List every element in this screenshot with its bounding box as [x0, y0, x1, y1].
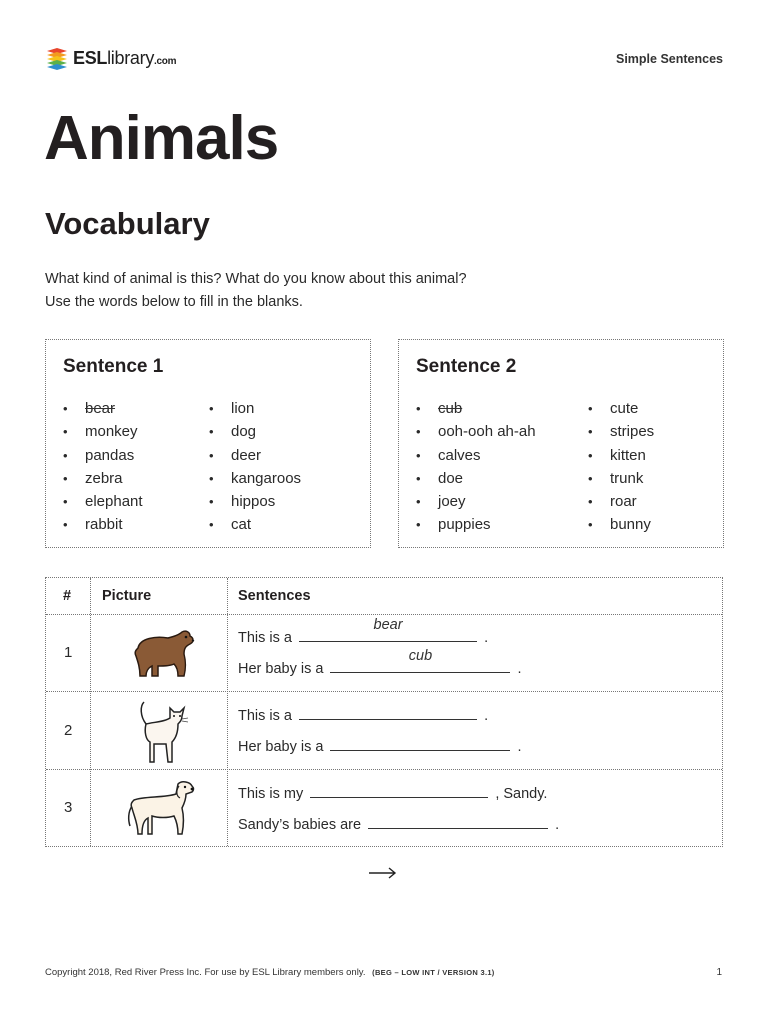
- word-item: • dog: [209, 420, 301, 443]
- instruction-line: Use the words below to fill in the blanks.: [45, 294, 303, 310]
- word-item: • ooh-ooh ah-ah: [416, 420, 536, 443]
- row-number: 3: [64, 799, 73, 816]
- sentence-line: [238, 617, 489, 646]
- book-stack-icon: [45, 46, 69, 70]
- instruction-line: What kind of animal is this? What do you know about this animal?: [45, 271, 467, 287]
- word-list: [63, 397, 143, 537]
- word-item: • trunk: [588, 467, 654, 490]
- arrow-right-icon[interactable]: [368, 866, 398, 880]
- column-divider: [90, 578, 91, 846]
- footer-copyright: [45, 967, 495, 978]
- word-box-heading: Sentence 2: [416, 356, 517, 377]
- word-item: • cub: [416, 397, 536, 420]
- answer-blank[interactable]: [330, 648, 510, 673]
- word-item: • kangaroos: [209, 467, 301, 490]
- row-number: 1: [64, 644, 73, 661]
- esl-library-logo: [45, 45, 176, 71]
- bear-icon: [126, 626, 196, 682]
- sentence-line: [238, 705, 488, 724]
- sentence-text: Her baby is a: [238, 661, 324, 677]
- filled-answer: cub: [408, 648, 433, 664]
- cat-icon: [132, 696, 192, 768]
- sentence-text: Her baby is a: [238, 739, 324, 755]
- column-divider: [227, 578, 228, 846]
- sentence-text: .: [484, 708, 489, 724]
- word-item: • monkey: [63, 420, 143, 443]
- word-list: [416, 397, 536, 537]
- sentence-text: .: [555, 817, 560, 833]
- answer-blank[interactable]: [310, 783, 488, 798]
- column-header-sentences: Sentences: [238, 588, 311, 604]
- word-item: • bear: [63, 397, 143, 420]
- word-list: [588, 397, 654, 537]
- page-title: Animals: [44, 104, 279, 173]
- sentence-line: [238, 648, 522, 677]
- answer-blank[interactable]: [299, 617, 477, 642]
- word-item: • bunny: [588, 513, 654, 536]
- word-item: • elephant: [63, 490, 143, 513]
- filled-answer: bear: [373, 617, 403, 633]
- word-box-sentence-1: [45, 339, 371, 548]
- word-item: • joey: [416, 490, 536, 513]
- logo-wordmark: ESLlibrary.com: [73, 47, 177, 68]
- word-item: • pandas: [63, 444, 143, 467]
- sentence-text: .: [484, 630, 489, 646]
- word-item: • cute: [588, 397, 654, 420]
- section-heading: Vocabulary: [45, 206, 210, 241]
- column-header-picture: Picture: [102, 588, 152, 604]
- word-box-sentence-2: [398, 339, 724, 548]
- word-box-heading: Sentence 1: [63, 356, 164, 377]
- word-item: • calves: [416, 444, 536, 467]
- word-item: • lion: [209, 397, 301, 420]
- word-item: • hippos: [209, 490, 301, 513]
- sentence-text: This is a: [238, 630, 292, 646]
- page-number: 1: [716, 967, 722, 978]
- word-item: • rabbit: [63, 513, 143, 536]
- exercise-table: [45, 577, 723, 847]
- sentence-line: [238, 783, 547, 802]
- row-divider: [46, 614, 722, 615]
- word-list: [209, 397, 301, 537]
- sentence-text: This is a: [238, 708, 292, 724]
- instructions: [45, 268, 467, 314]
- column-header-number: #: [63, 588, 72, 604]
- sentence-text: .: [517, 739, 522, 755]
- answer-blank[interactable]: [368, 814, 548, 829]
- row-number: 2: [64, 722, 73, 739]
- copyright-text: Copyright 2018, Red River Press Inc. For use by ESL Library members only.: [45, 967, 366, 978]
- row-divider: [46, 691, 722, 692]
- section-label: Simple Sentences: [616, 52, 723, 66]
- answer-blank[interactable]: [330, 736, 510, 751]
- answer-blank[interactable]: [299, 705, 477, 720]
- word-item: • kitten: [588, 444, 654, 467]
- sentence-line: [238, 814, 559, 833]
- sentence-text: .: [517, 661, 522, 677]
- word-item: • roar: [588, 490, 654, 513]
- sentence-line: [238, 736, 522, 755]
- level-label: (BEG – LOW INT / VERSION 3.1): [372, 968, 495, 977]
- row-divider: [46, 769, 722, 770]
- word-item: • puppies: [416, 513, 536, 536]
- sentence-text: Sandy’s babies are: [238, 817, 362, 833]
- word-item: • deer: [209, 444, 301, 467]
- sentence-text: , Sandy.: [495, 786, 548, 802]
- sentence-text: This is my: [238, 786, 304, 802]
- word-item: • doe: [416, 467, 536, 490]
- word-item: • zebra: [63, 467, 143, 490]
- word-item: • stripes: [588, 420, 654, 443]
- word-item: • cat: [209, 513, 301, 536]
- dog-icon: [124, 776, 198, 840]
